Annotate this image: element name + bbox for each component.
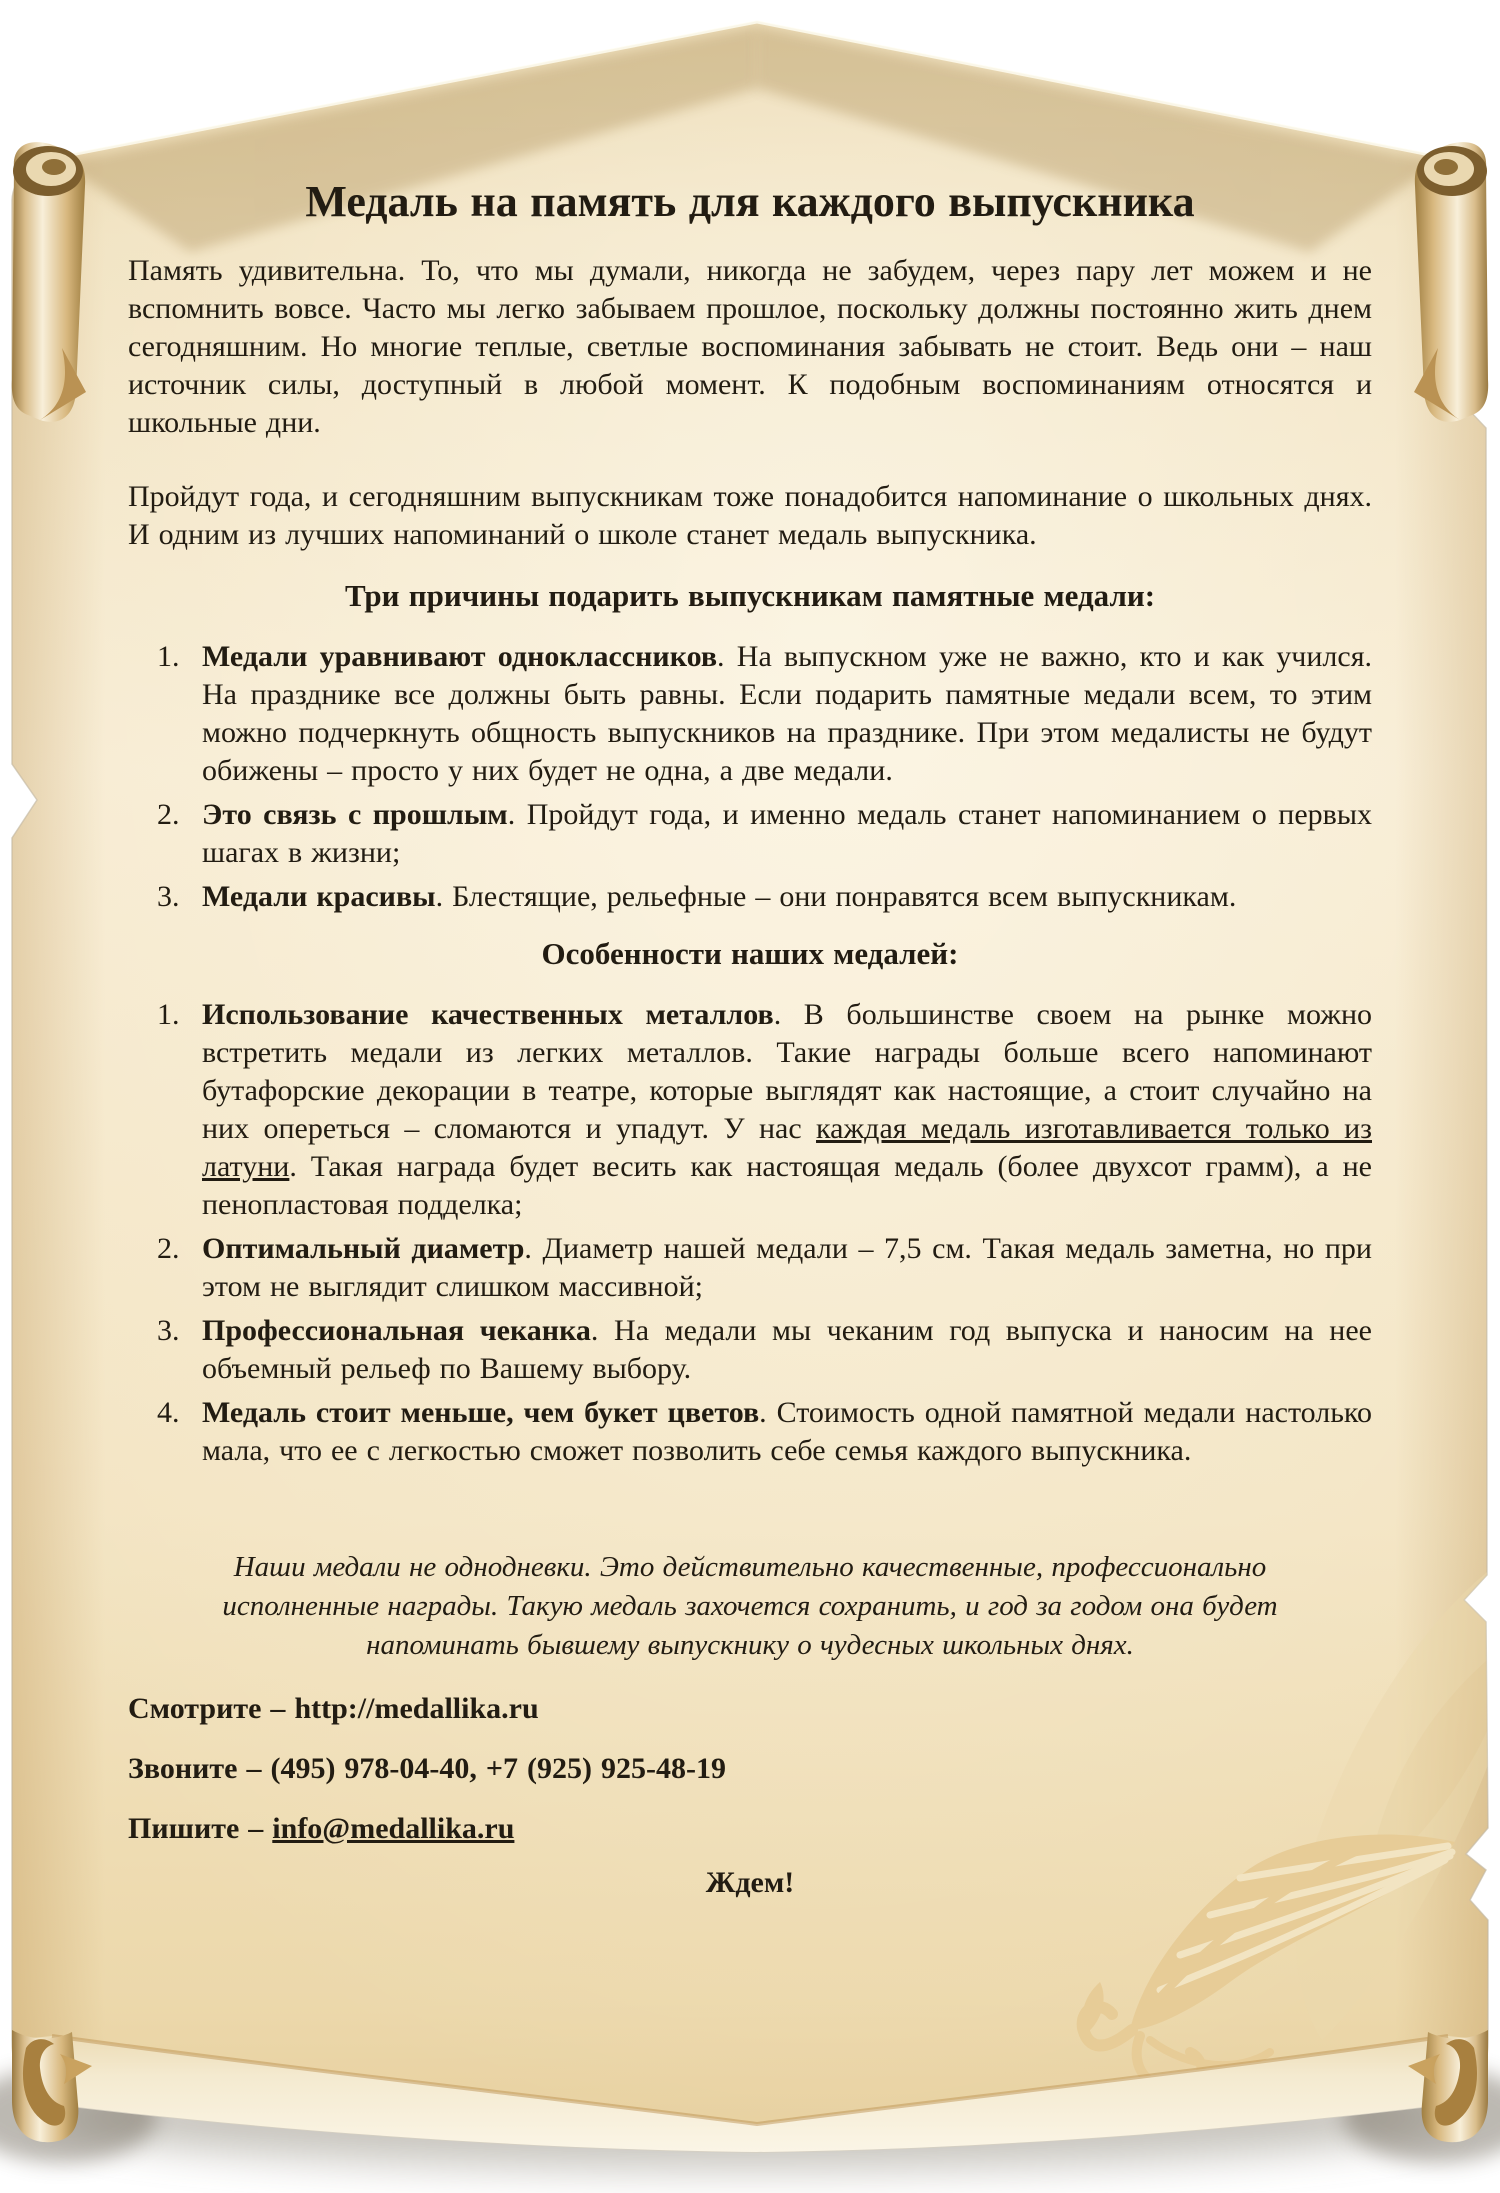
list-item-text: . Пройдут года, и именно медаль станет напоминанием о первых шагах в жизни;	[202, 798, 1372, 869]
list-item	[128, 1230, 1372, 1306]
underlined-phrase: каждая медаль изготавливается только из латуни	[202, 1112, 1372, 1183]
intro-paragraph-2: Пройдут года, и сегодняшним выпускникам тоже понадобится напоминание о школьных днях. И одним из лучших напоминаний о школе станет медаль выпускника.	[128, 480, 1372, 551]
contact-website-label: Смотрите –	[128, 1692, 295, 1725]
list-item	[128, 878, 1372, 916]
list-item-lead: Это связь с прошлым	[202, 798, 508, 831]
list-item-number: 2.	[157, 798, 180, 831]
section1-heading: Три причины подарить выпускникам памятные медали:	[344, 578, 1156, 613]
reasons-list	[128, 638, 1372, 916]
page-title: Медаль на память для каждого выпускника	[305, 177, 1195, 226]
list-item-lead: Медали уравнивают одноклассников	[202, 640, 718, 673]
list-item	[128, 1394, 1372, 1470]
section2-heading: Особенности наших медалей:	[541, 936, 959, 971]
features-list	[128, 996, 1372, 1470]
list-item-lead: Использование качественных металлов	[202, 998, 774, 1031]
closing-note: Наши медали не однодневки. Это действительно качественные, профессионально исполненные награды. Такую медаль захочется сохранить, и год за годом она будет напоминать бывшему выпускнику о чудесных школьных днях.	[222, 1551, 1278, 1661]
document-content	[128, 0, 1372, 1903]
list-item	[128, 996, 1372, 1224]
contact-phone-label: Звоните –	[128, 1752, 271, 1785]
list-item	[128, 638, 1372, 790]
list-item	[128, 796, 1372, 872]
list-item-text: . Диаметр нашей медали – 7,5 см. Такая медаль заметна, но при этом не выглядит слишком массивной;	[202, 1232, 1372, 1303]
contact-email-label: Пишите –	[128, 1812, 273, 1845]
list-item-number: 4.	[157, 1396, 180, 1429]
list-item-text: . Стоимость одной памятной медали настолько мала, что ее с легкостью сможет позволить себе семья каждого выпускника.	[202, 1396, 1372, 1467]
list-item-number: 3.	[157, 880, 180, 913]
scroll-top-right-curl	[1414, 142, 1488, 422]
list-item-text: . На медали мы чеканим год выпуска и наносим на нее объемный рельеф по Вашему выбору.	[202, 1314, 1372, 1385]
list-item-text: . Блестящие, рельефные – они понравятся всем выпускникам.	[435, 880, 1237, 913]
email-link[interactable]: info@medallika.ru	[272, 1812, 515, 1845]
list-item-lead: Профессиональная чеканка	[202, 1314, 591, 1347]
list-item	[128, 1312, 1372, 1388]
list-item-text: . На выпускном уже не важно, кто и как учился. На празднике все должны быть равны. Если подарить памятные медали всем, то этим можно подчеркнуть общность выпускников на празднике. При этом медалисты не будут обижены – просто у них будет не одна, а две медали.	[202, 640, 1372, 787]
contact-email-row	[128, 1809, 1372, 1849]
list-item-number: 1.	[157, 998, 180, 1031]
list-item-number: 1.	[157, 640, 180, 673]
list-item-number: 2.	[157, 1232, 180, 1265]
contact-website-row	[128, 1689, 1372, 1729]
list-item-number: 3.	[157, 1314, 180, 1347]
list-item-lead: Медали красивы	[202, 880, 436, 913]
intro-paragraph-1: Память удивительна. То, что мы думали, никогда не забудем, через пару лет можем и не вспомнить вовсе. Часто мы легко забываем прошлое, поскольку должны постоянно жить днем сегодняшним. Но многие теплые, светлые воспоминания забывать не стоит. Ведь они – наш источник силы, доступный в любой момент. К подобным воспоминаниям относятся и школьные дни.	[128, 254, 1372, 439]
phone-numbers: (495) 978-04-40, +7 (925) 925-48-19	[270, 1752, 726, 1785]
farewell-text: Ждем!	[705, 1866, 795, 1899]
list-item-lead: Медаль стоит меньше, чем букет цветов	[202, 1396, 760, 1429]
list-item-lead: Оптимальный диаметр	[202, 1232, 525, 1265]
website-link[interactable]: http://medallika.ru	[294, 1692, 539, 1725]
list-item-text: . Такая награда будет весить как настоящая медаль (более двухсот грамм), а не пенопластовая подделка;	[202, 1150, 1372, 1221]
contact-phone-row	[128, 1749, 1372, 1789]
list-item-text: . В большинстве своем на рынке можно встретить медали из легких металлов. Такие награды больше всего напоминают бутафорские декорации в театре, которые выглядят как настоящие, а стоит случайно на них опереться – сломаются и упадут. У нас	[202, 998, 1373, 1145]
scroll-top-left-curl	[12, 142, 86, 422]
